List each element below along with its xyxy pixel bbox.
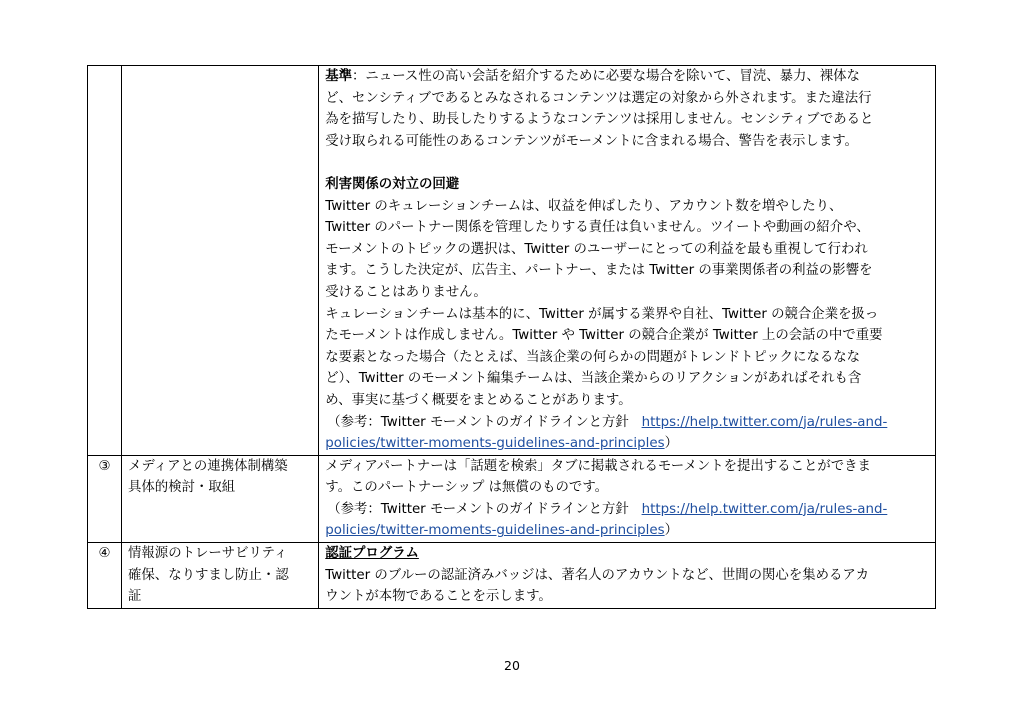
body-line-2: す。このパートナーシップ は無償のものです。 bbox=[325, 480, 609, 496]
reference-line-2 bbox=[325, 433, 931, 455]
conflict-line-3: モーメントのトピックの選択は、Twitter のユーザーにとっての利益を最も重視して行われ bbox=[325, 241, 868, 257]
row-item-cell bbox=[122, 455, 319, 542]
body-line-2: ウントが本物であることを示します。 bbox=[325, 589, 552, 605]
conflict-line-6: キュレーションチームは基本的に、Twitter が属する業界や自社、Twitter の競合企業を扱っ bbox=[325, 306, 879, 322]
standard-heading: 基準 bbox=[325, 69, 353, 84]
reference-suffix: ） bbox=[664, 523, 678, 539]
standard-text-1: ：ニュース性の高い会話を紹介するために必要な場合を除いて、冒涜、暴力、裸体な bbox=[352, 69, 860, 84]
item-line-1: メディアとの連携体制構築 bbox=[128, 458, 288, 474]
item-line-3: 証 bbox=[128, 589, 142, 605]
reference-link-part2[interactable]: policies/twitter-moments-guidelines-and-principles bbox=[325, 436, 665, 452]
guideline-table bbox=[87, 65, 936, 609]
standard-line-3: 為を描写したり、助長したりするようなコンテンツは採用しません。センシティブであると bbox=[325, 112, 874, 128]
body-line-1: メディアパートナーは「話題を検索」タブに掲載されるモーメントを提出することができま bbox=[325, 458, 871, 474]
reference-line bbox=[325, 412, 931, 434]
page-number: 20 bbox=[504, 658, 520, 673]
table-row-media-partnership bbox=[88, 455, 936, 542]
item-line-2: 具体的検討・取組 bbox=[128, 480, 236, 496]
row-number-cell bbox=[88, 66, 122, 456]
row-number: ④ bbox=[88, 543, 122, 609]
item-line-2: 確保、なりすまし防止・認 bbox=[128, 567, 289, 583]
conflict-line-10: め、事実に基づく概要をまとめることがあります。 bbox=[325, 392, 632, 408]
conflict-heading: 利害関係の対立の回避 bbox=[325, 176, 460, 192]
conflict-line-2: Twitter のパートナー関係を管理したりする責任は負いません。ツイートや動画の紹介や、 bbox=[325, 220, 870, 236]
paragraph-spacer bbox=[325, 152, 931, 174]
reference-suffix: ） bbox=[664, 436, 678, 452]
conflict-line-7: たモーメントは作成しません。Twitter や Twitter の競合企業が Twitter 上の会話の中で重要 bbox=[325, 328, 883, 344]
reference-link-part1[interactable]: https://help.twitter.com/ja/rules-and- bbox=[641, 501, 888, 517]
standard-line-4: 受け取られる可能性のあるコンテンツがモーメントに含まれる場合、警告を表示します。 bbox=[325, 133, 858, 149]
table-row-verification bbox=[88, 543, 936, 609]
row-number: ③ bbox=[88, 455, 122, 542]
standard-line-1 bbox=[325, 66, 931, 88]
reference-line-2 bbox=[325, 520, 931, 542]
reference-prefix: （参考：Twitter モーメントのガイドラインと方針 bbox=[327, 501, 629, 517]
standard-line-2: ど、センシティブであるとみなされるコンテンツは選定の対象から外されます。また違法行 bbox=[325, 90, 872, 106]
conflict-line-4: ます。こうした決定が、広告主、パートナー、または Twitter の事業関係者の利益の影響を bbox=[325, 263, 873, 279]
row-body-cell bbox=[319, 455, 936, 542]
row-body-cell bbox=[319, 66, 936, 456]
conflict-line-9: ど）、Twitter のモーメント編集チームは、当該企業からのリアクションがあればそれも含 bbox=[325, 371, 862, 387]
item-line-1: 情報源のトレーサビリティ bbox=[128, 546, 288, 562]
table-row-continued bbox=[88, 66, 936, 456]
reference-link-part2[interactable]: policies/twitter-moments-guidelines-and-principles bbox=[325, 523, 665, 539]
reference-line bbox=[325, 499, 931, 521]
conflict-line-5: 受けることはありません。 bbox=[325, 284, 487, 300]
conflict-line-1: Twitter のキュレーションチームは、収益を伸ばしたり、アカウント数を増やしたり、 bbox=[325, 198, 843, 214]
reference-link-part1[interactable]: https://help.twitter.com/ja/rules-and- bbox=[641, 414, 888, 430]
body-line-1: Twitter のブルーの認証済みバッジは、著名人のアカウントなど、世間の関心を集めるアカ bbox=[325, 567, 870, 583]
conflict-line-8: な要素となった場合（たとえば、当該企業の何らかの問題がトレンドトピックになるなな bbox=[325, 349, 861, 365]
verification-heading: 認証プログラム bbox=[325, 546, 419, 562]
reference-prefix: （参考：Twitter モーメントのガイドラインと方針 bbox=[327, 414, 629, 430]
row-item-cell bbox=[122, 543, 319, 609]
row-item-cell bbox=[122, 66, 319, 456]
row-body-cell bbox=[319, 543, 936, 609]
